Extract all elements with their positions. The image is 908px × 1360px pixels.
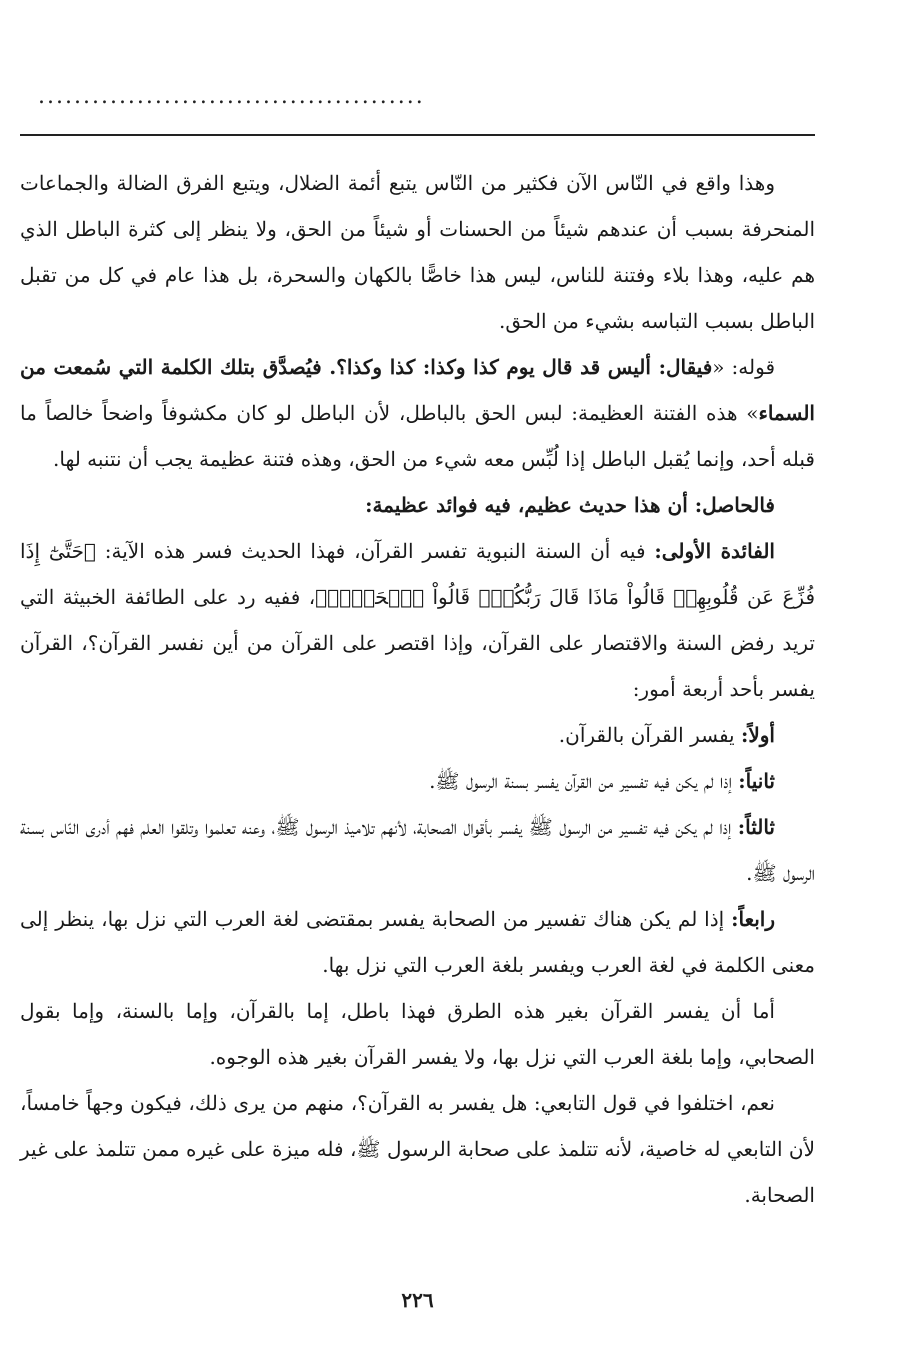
fourth-point-heading: رابعاً: — [731, 907, 775, 931]
paragraph-4-text-2: ، ففيه رد على الطائفة الخبيثة التي تريد رفض السنة والاقتصار على القرآن، وإذا اقتصر على القرآن من أين نفسر القرآن؟، القرآن يفسر بأحد أربعة أمور: — [20, 585, 815, 701]
page-body — [20, 160, 815, 1218]
book-page — [20, 0, 815, 1360]
paragraph-2 — [20, 344, 815, 482]
quran-verse: ﴿حَتَّىٰٓ إِذَا فُزِّعَ عَن قُلُوبِهِمۡ قَالُواْ مَاذَا قَالَ رَبُّكُمۡۖ قَالُواْ ٱلۡحَقَّۖ﴾ — [20, 539, 816, 609]
paragraph-2-hadith-quote: فيقال: أليس قد قال يوم كذا وكذا: كذا وكذا؟. فيُصدَّق بتلك الكلمة التي سُمعت من السماء — [20, 355, 815, 425]
paragraph-10: نعم، اختلفوا في قول التابعي: هل يفسر به القرآن؟، منهم من يرى ذلك، فيكون وجهاً خامساً، لأن التابعي له خاصية، لأنه تتلمذ على صحابة الرسول ﷺ، فله ميزة على غيره ممن تتلمذ على غير الصحابة. — [20, 1091, 815, 1207]
paragraph-9: أما أن يفسر القرآن بغير هذه الطرق فهذا باطل، إما بالقرآن، وإما بالسنة، وإما بقول الصحابي، وإما بلغة العرب التي نزل بها، ولا يفسر القرآن بغير هذه الوجوه. — [20, 999, 815, 1069]
paragraph-3-heading: فالحاصل: أن هذا حديث عظيم، فيه فوائد عظيمة: — [365, 493, 775, 517]
header-dotted-separator: ........................................... — [38, 84, 425, 109]
first-point-heading: أولاً: — [740, 723, 775, 747]
paragraph-5 — [20, 712, 815, 758]
paragraph-2-lead: قوله: « — [712, 355, 775, 379]
benefit-one-heading: الفائدة الأولى: — [654, 539, 775, 563]
third-point-text: إذا لم يكن فيه تفسير من الرسول ﷺ يفسر بأقوال الصحابة، لأنهم تلاميذ الرسول ﷺ، وعنه تعلموا وتلقوا العلم فهم أدرى النّاس بسنة الرسول ﷺ. — [20, 815, 815, 885]
fourth-point-text: إذا لم يكن هناك تفسير من الصحابة يفسر بمقتضى لغة العرب التي نزل بها، ينظر إلى معنى الكلمة في لغة العرب ويفسر بلغة العرب التي نزل بها. — [20, 907, 815, 977]
header-rule — [20, 134, 815, 136]
second-point-heading: ثانياً: — [738, 769, 775, 793]
page-number: ٢٢٦ — [401, 1288, 434, 1312]
paragraph-8 — [20, 896, 815, 988]
paragraph-6 — [20, 758, 815, 804]
third-point-heading: ثالثاً: — [737, 815, 775, 839]
paragraph-7 — [20, 804, 815, 896]
second-point-text: إذا لم يكن فيه تفسير من القرآن يفسر بسنة الرسول ﷺ. — [429, 769, 739, 793]
paragraph-3 — [20, 482, 815, 528]
paragraph-4 — [20, 528, 815, 712]
first-point-text: يفسر القرآن بالقرآن. — [558, 723, 741, 747]
paragraph-2-text: » هذه الفتنة العظيمة: لبس الحق بالباطل، لأن الباطل لو كان مكشوفاً واضحاً خالصاً ما قبله أحد، وإنما يُقبل الباطل إذا لُبِّس معه شيء من الحق، وهذه فتنة عظيمة يجب أن نتنبه لها. — [20, 401, 815, 471]
paragraph-1: وهذا واقع في النّاس الآن فكثير من النّاس يتبع أئمة الضلال، ويتبع الفرق الضالة والجماعات المنحرفة بسبب أن عندهم شيئاً من الحسنات أو شيئاً من الحق، ولا ينظر إلى كثرة الباطل الذي هم عليه، وهذا بلاء وفتنة للناس، ليس هذا خاصًّا بالكهان والسحرة، بل هذا عام في كل من تقبل الباطل بسبب التباسه بشيء من الحق. — [20, 171, 815, 333]
paragraph-4-text-1: فيه أن السنة النبوية تفسر القرآن، فهذا الحديث فسر هذه الآية: — [95, 539, 655, 563]
